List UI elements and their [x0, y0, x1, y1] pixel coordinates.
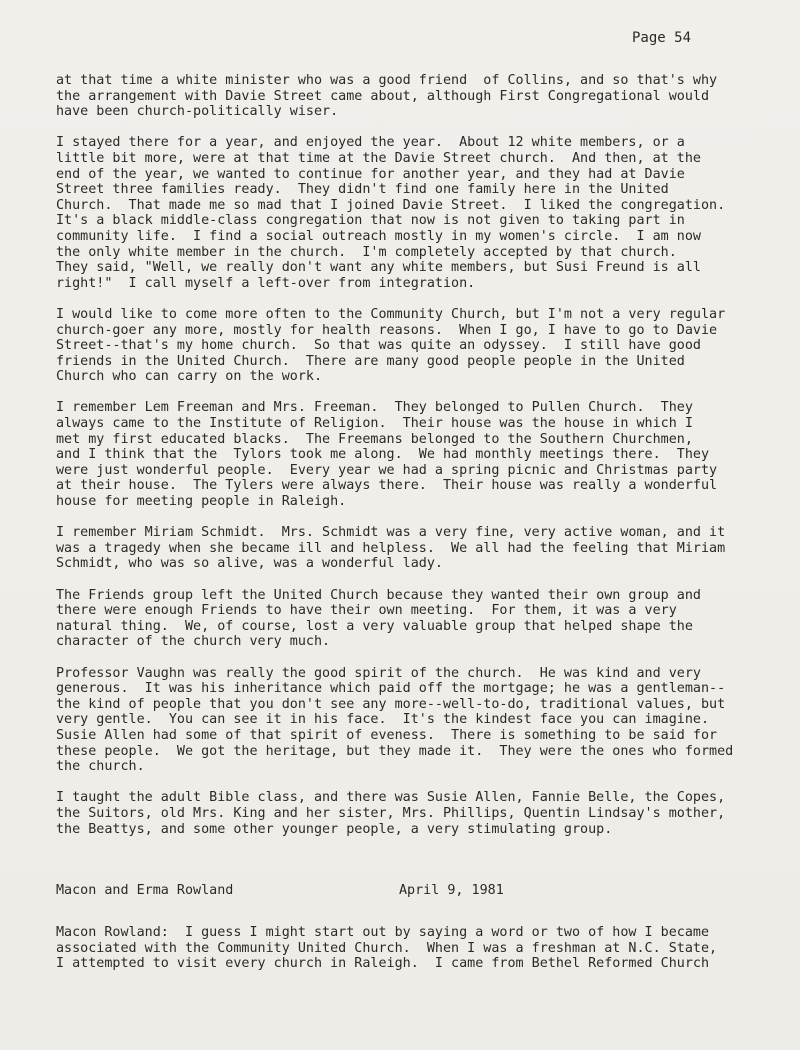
paragraph-bible-class: I taught the adult Bible class, and there was Susie Allen, Fannie Belle, the Copes, the Suitors, old Mrs. King and her sister, Mrs. Phillips, Quentin Lindsay's mother, the Beattys, and some other younger people, a very stimulating group. [56, 790, 726, 837]
paragraph-davie-street-arrangement: at that time a white minister who was a good friend of Collins, and so that's why the arrangement with Davie Street came about, although First Congregational would have been church-politically wiser. [56, 73, 718, 120]
paragraph-community-church: I would like to come more often to the Community Church, but I'm not a very regular church-goer any more, mostly for health reasons. When I go, I have to go to Davie Street--that's my home church. So that was quite an odyssey. I still have good friends in the United Church. There are many good people people in the United Church who can carry on the work. [56, 306, 726, 385]
paragraph-macon-rowland: Macon Rowland: I guess I might start out by saying a word or two of how I became associated with the Community United Church. When I was a freshman at N.C. State, I attempted to visit every church in Raleigh. I came from Bethel Reformed Church [56, 925, 718, 972]
paragraph-professor-vaughn: Professor Vaughn was really the good spirit of the church. He was kind and very generous. It was his inheritance which paid off the mortgage; he was a gentleman-- the kind of people that you don't see any more--well-to-do, traditional values, but very gentle. You can see it in his face. It's the kindest face you can imagine. Susie Allen had some of that spirit of eveness. There is something to be said for these people. We got the heritage, but they made it. They were the ones who formed the church. [56, 665, 734, 775]
paragraph-freemans: I remember Lem Freeman and Mrs. Freeman. They belonged to Pullen Church. They always came to the Institute of Religion. Their house was the house in which I met my first educated blacks. The Freemans belonged to the Southern Churchmen, and I think that the Tylors took me along. We had monthly meetings there. They were just wonderful people. Every year we had a spring picnic and Christmas party at their house. The Tylers were always there. Their house was really a wonderful house for meeting people in Raleigh. [56, 400, 718, 510]
interview-header [56, 883, 746, 899]
body-text [56, 73, 746, 972]
interviewee-names: Macon and Erma Rowland [56, 883, 234, 899]
paragraph-stayed-a-year: I stayed there for a year, and enjoyed the year. About 12 white members, or a little bit more, were at that time at the Davie Street church. And then, at the end of the year, we wanted to continue for another year, and they had at Davie Street three families ready. They didn't find one family here in the United Church. That made me so mad that I joined Davie Street. I liked the congregation. It's a black middle-class congregation that now is not given to taking part in community life. I find a social outreach mostly in my women's circle. I am now the only white member in the church. I'm completely accepted by that church. They said, "Well, we really don't want any white members, but Susi Freund is all right!" I call myself a left-over from integration. [56, 135, 726, 291]
page-number: Page 54 [632, 30, 692, 46]
paragraph-friends-group: The Friends group left the United Church because they wanted their own group and there were enough Friends to have their own meeting. For them, it was a very natural thing. We, of course, lost a very valuable group that helped shape the character of the church very much. [56, 587, 701, 650]
interview-date: April 9, 1981 [399, 883, 504, 899]
paragraph-miriam-schmidt: I remember Miriam Schmidt. Mrs. Schmidt was a very fine, very active woman, and it was a tragedy when she became ill and helpless. We all had the feeling that Miriam Schmidt, who was so alive, was a wonderful lady. [56, 525, 726, 572]
